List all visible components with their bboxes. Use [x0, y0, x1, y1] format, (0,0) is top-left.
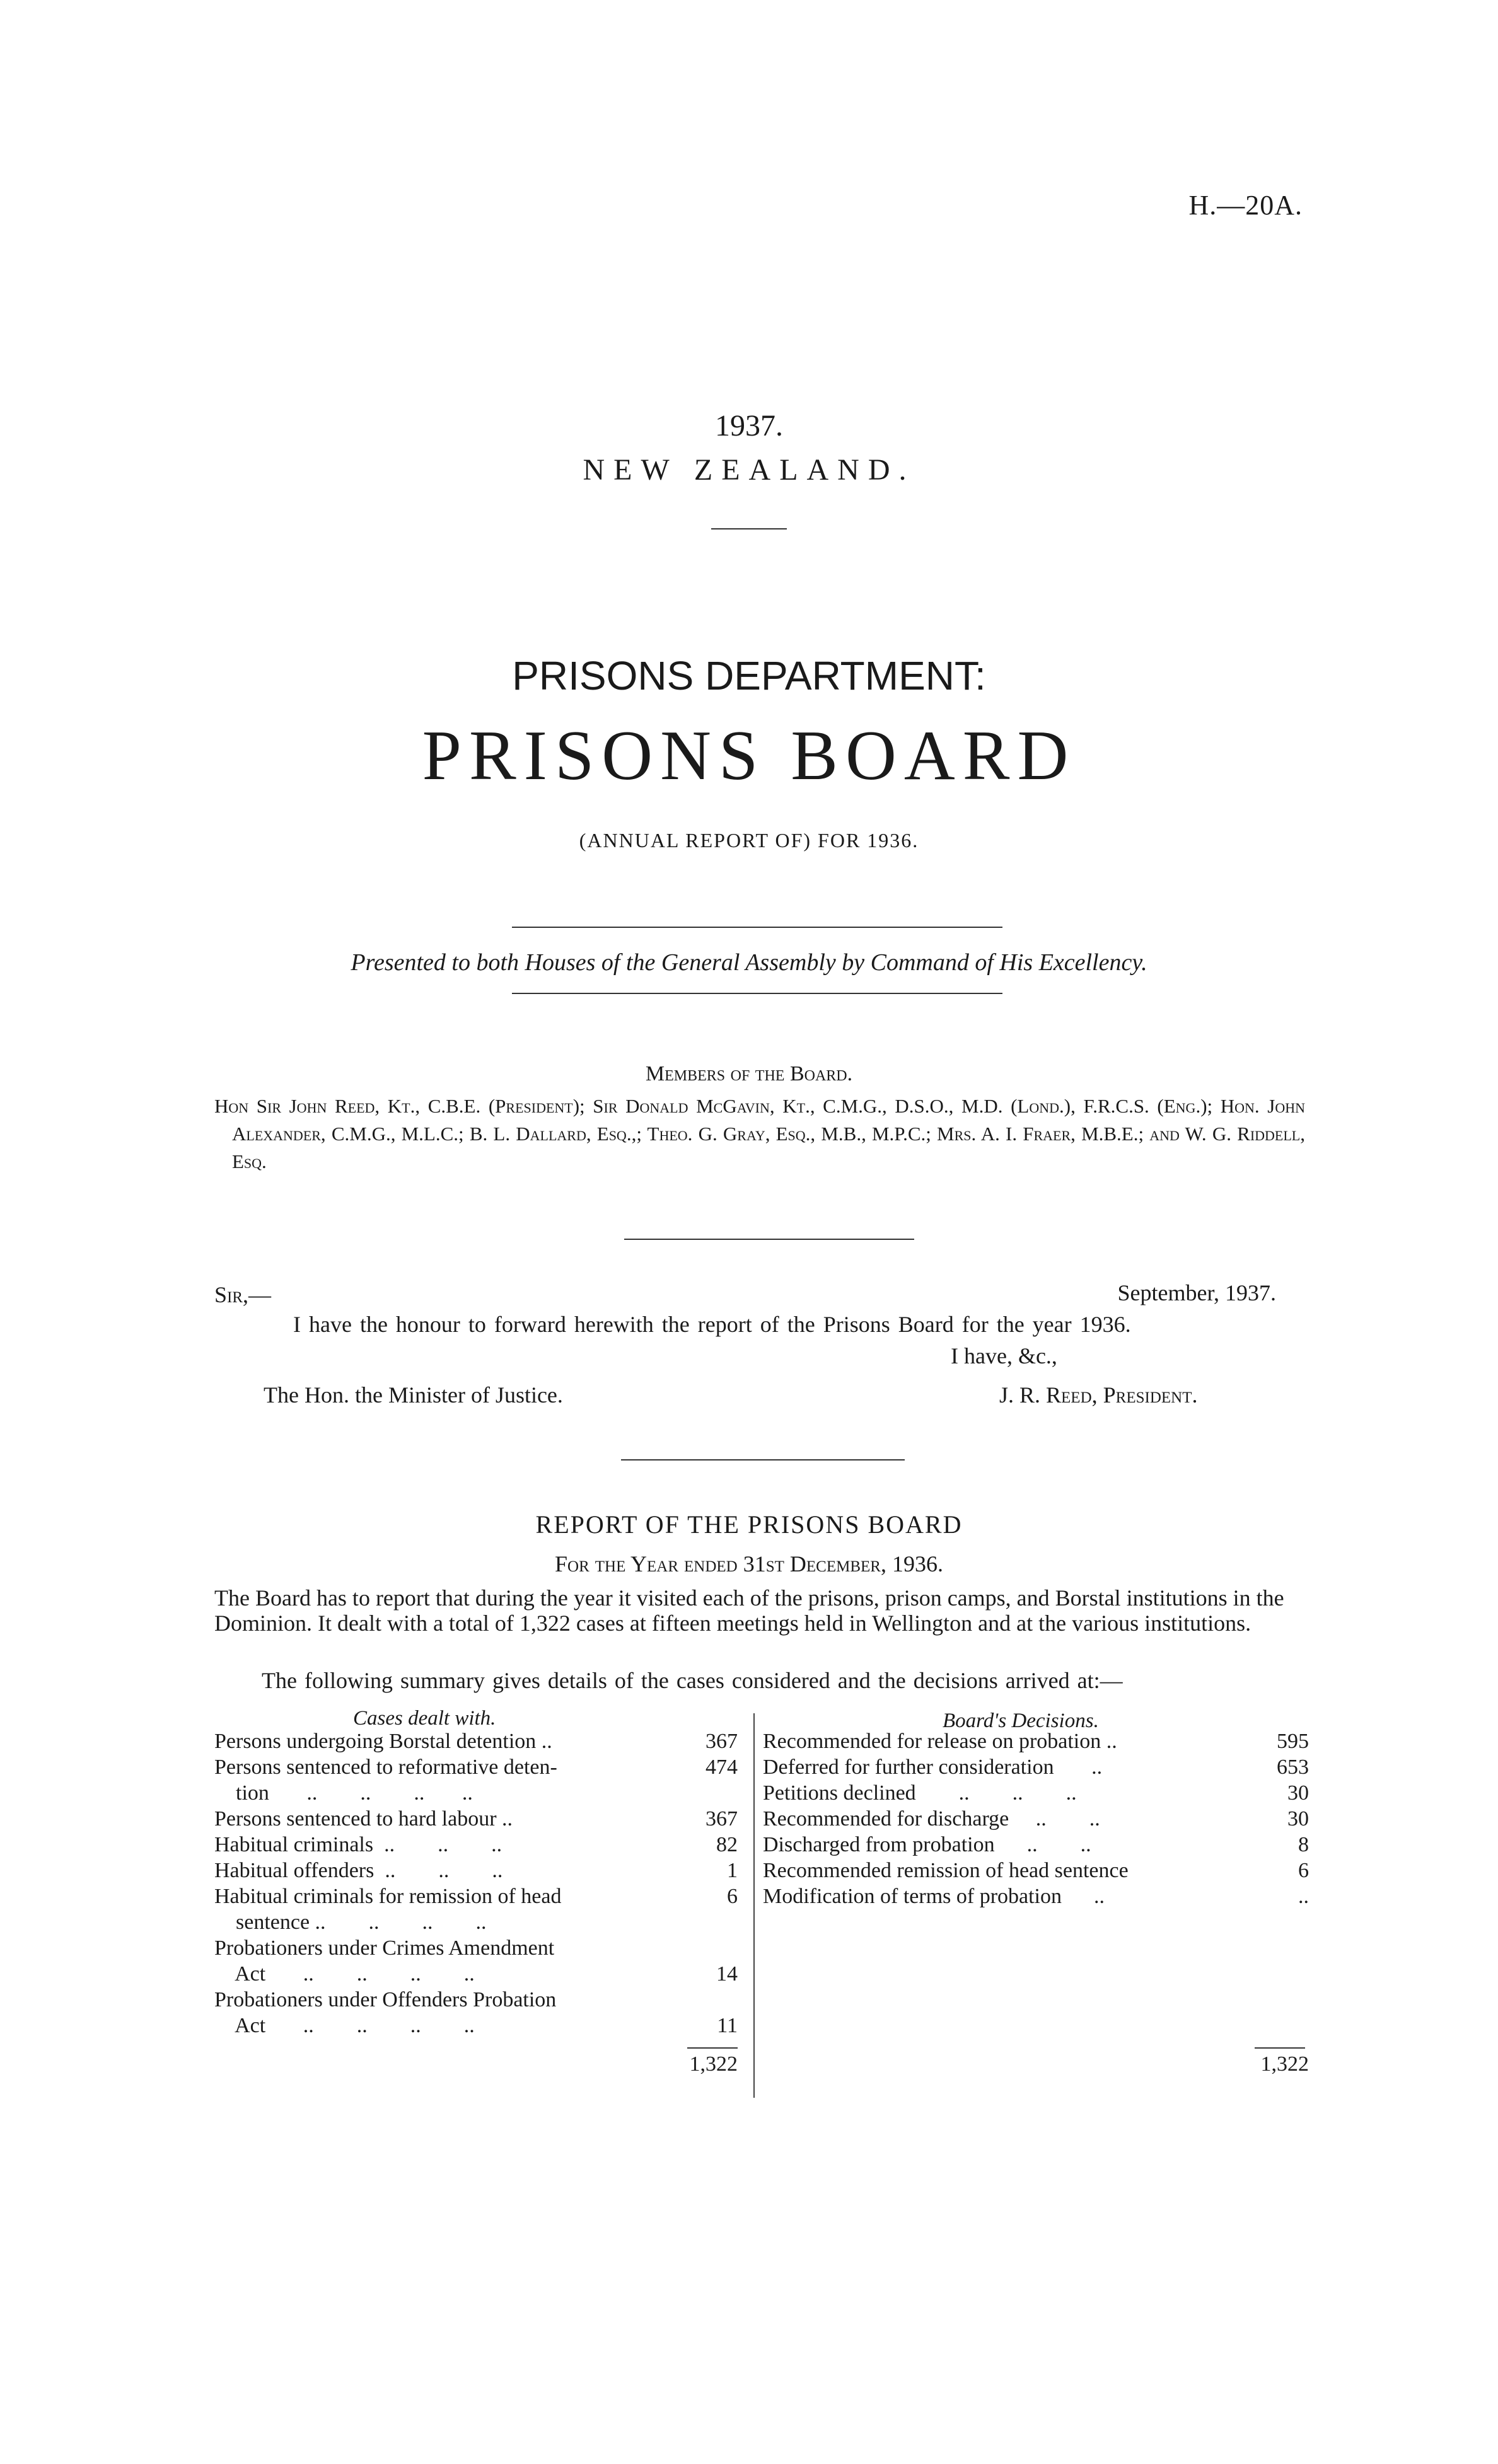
- letter-date: September, 1937.: [1117, 1280, 1276, 1305]
- decisions-total: 1,322: [1260, 2052, 1309, 2076]
- signature: J. R. Reed, President.: [999, 1382, 1198, 1408]
- report-paragraph: The Board has to report that during the year it visited each of the prisons, prison camps, and Borstal institutions in the Dominion. It dealt with a total of 1,322 cases at fifteen meetings held in Wellington and at the various institutions.: [214, 1585, 1284, 1636]
- column-divider: [753, 1713, 755, 2098]
- divider-rule: [624, 1239, 914, 1240]
- document-reference: H.—20A.: [1188, 190, 1303, 221]
- cases-heading: Cases dealt with.: [353, 1707, 496, 1730]
- decisions-table: [763, 1728, 1309, 1909]
- table-row: Probationers under Offenders Probation: [214, 1988, 557, 2011]
- table-row: Probationers under Crimes Amendment: [214, 1936, 555, 1960]
- table-row: Habitual offenders .. .. .. 1: [214, 1859, 738, 1882]
- members-heading: Members of the Board.: [645, 1062, 853, 1085]
- board-title: PRISONS BOARD: [422, 717, 1076, 795]
- total-rule: [1255, 2047, 1305, 2049]
- table-row: Recommended remission of head sentence 6: [763, 1859, 1309, 1882]
- table-row: Petitions declined .. .. .. 30: [763, 1781, 1309, 1805]
- members-list: [214, 1092, 1305, 1176]
- table-row: Act .. .. .. .. 11: [214, 2014, 738, 2037]
- table-row: Persons undergoing Borstal detention .. 367: [214, 1730, 738, 1753]
- divider-rule: [512, 927, 1002, 928]
- table-row: Deferred for further consideration .. 653: [763, 1755, 1309, 1779]
- cases-table: [214, 1728, 738, 2039]
- divider-rule: [512, 993, 1002, 994]
- report-subtitle: (ANNUAL REPORT OF) FOR 1936.: [579, 829, 919, 852]
- total-rule: [687, 2047, 738, 2049]
- table-row: Act .. .. .. .. 14: [214, 1962, 738, 1986]
- decisions-heading: Board's Decisions.: [943, 1709, 1099, 1732]
- table-row: Modification of terms of probation .. ..: [763, 1885, 1309, 1908]
- divider-rule: [621, 1459, 905, 1460]
- table-row: Persons sentenced to reformative deten- 474: [214, 1755, 738, 1779]
- table-row: Recommended for discharge .. .. 30: [763, 1807, 1309, 1831]
- letter-closing: I have, &c.,: [951, 1343, 1057, 1368]
- cases-total: 1,322: [689, 2052, 738, 2076]
- report-period: For the Year ended 31st December, 1936.: [555, 1551, 943, 1576]
- salutation: Sir,—: [214, 1282, 272, 1307]
- table-row: sentence .. .. .. ..: [214, 1911, 487, 1934]
- members-text: Hon Sir John Reed, Kt., C.B.E. (President); Sir Donald McGavin, Kt., C.M.G., D.S.O., M.D. (Lond.), F.R.C.S. (Eng.); Hon. John Alexander, C.M.G., M.L.C.; B. L. Dallard, Esq.,; Theo. G. Gray, Esq., M.B., M.P.C.; Mrs. A. I. Fraer, M.B.E.; and W. G. Riddell, Esq.: [214, 1095, 1305, 1172]
- year: 1937.: [715, 409, 783, 442]
- table-row: Persons sentenced to hard labour .. 367: [214, 1807, 738, 1831]
- table-row: Discharged from probation .. .. 8: [763, 1833, 1309, 1856]
- table-row: Habitual criminals for remission of head 6: [214, 1885, 738, 1908]
- table-row: Recommended for release on probation .. 595: [763, 1730, 1309, 1753]
- addressee: The Hon. the Minister of Justice.: [264, 1382, 563, 1408]
- country: NEW ZEALAND.: [583, 453, 915, 487]
- letter-body: I have the honour to forward herewith the report of the Prisons Board for the year 1936.: [293, 1312, 1131, 1337]
- table-row: Habitual criminals .. .. .. 82: [214, 1833, 738, 1856]
- summary-intro: The following summary gives details of the cases considered and the decisions arrived at:—: [262, 1668, 1123, 1693]
- divider-rule: [711, 528, 787, 529]
- presented-line: Presented to both Houses of the General Assembly by Command of His Excellency.: [351, 949, 1147, 976]
- report-title: REPORT OF THE PRISONS BOARD: [535, 1510, 963, 1539]
- department-title: PRISONS DEPARTMENT:: [512, 653, 986, 698]
- table-row: tion .. .. .. ..: [214, 1781, 473, 1805]
